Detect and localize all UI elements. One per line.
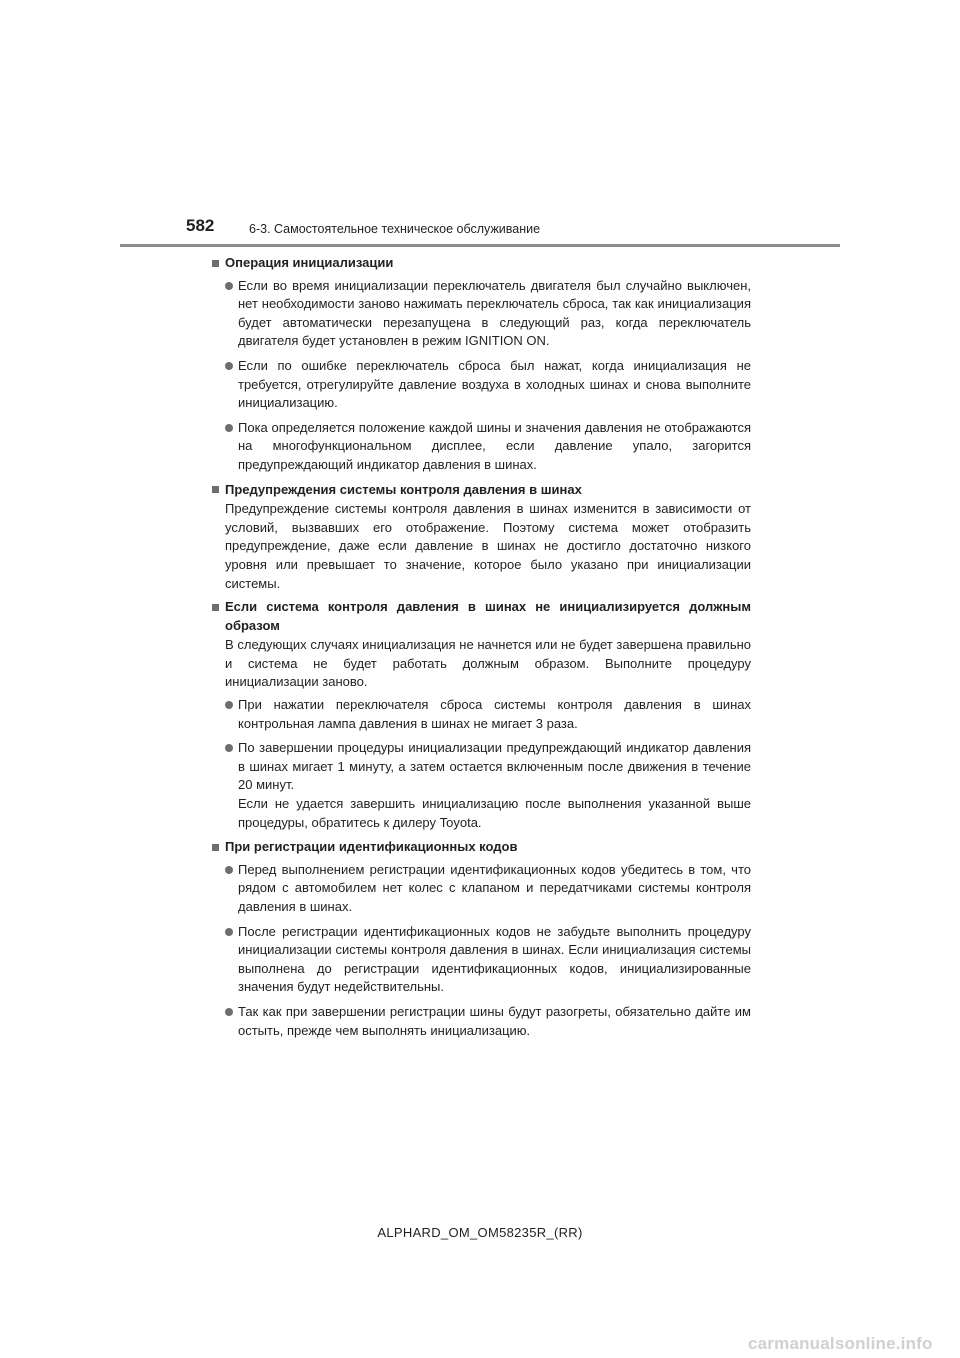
list-item	[225, 696, 751, 733]
list-item	[225, 923, 751, 997]
document-code: ALPHARD_OM_OM58235R_(RR)	[377, 1225, 583, 1240]
content-section	[211, 598, 751, 832]
section-heading-text: Операция инициализации	[225, 255, 394, 270]
circle-bullet-icon	[225, 866, 233, 874]
page-header	[0, 0, 960, 250]
section-paragraph: В следующих случаях инициализация не начнется или не будет завершена правильно и система не будет работать должным образом. Выполните процедуру инициализации заново.	[225, 637, 751, 690]
section-heading	[211, 481, 751, 500]
list-item-text	[238, 696, 751, 733]
section-heading-text: Предупреждения системы контроля давления в шинах	[225, 481, 582, 497]
section-heading	[211, 598, 751, 635]
content-section	[211, 254, 751, 475]
list-item-paragraph: При нажатии переключателя сброса системы контроля давления в шинах контрольная лампа давления в шинах не мигает 3 раза.	[238, 697, 751, 731]
list-item	[225, 357, 751, 413]
section-heading-text: При регистрации идентификационных кодов	[225, 839, 518, 855]
list-item	[225, 419, 751, 475]
list-item-text	[238, 357, 751, 413]
circle-bullet-icon	[225, 1008, 233, 1016]
circle-bullet-icon	[225, 362, 233, 370]
list-item-paragraph: Пока определяется положение каждой шины и значения давления не отображаются на многофункциональном дисплее, если давление упало, загорится предупреждающий индикатор давления в шинах.	[238, 419, 751, 472]
list-item-text	[238, 419, 751, 475]
list-item-paragraph: По завершении процедуры инициализации предупреждающий индикатор давления в шинах мигает 1 минуту, а затем остается включенным после движения в течение 20 минут.	[238, 740, 751, 793]
list-item-paragraph: Так как при завершении регистрации шины будут разогреты, обязательно дайте им остыть, прежде чем выполнять инициализацию.	[238, 1003, 751, 1038]
square-bullet-icon	[212, 604, 219, 611]
list-item-text	[238, 861, 751, 917]
square-bullet-icon	[212, 486, 219, 493]
list-item	[225, 861, 751, 917]
list-item	[225, 739, 751, 832]
section-paragraph: Предупреждение системы контроля давления в шинах изменится в зависимости от условий, вызвавших его отображение. Поэтому система может отобразить предупреждение, даже если давление в шинах не достигло достаточно низкого уровня или превышает то значение, которое было указано при инициализации системы.	[225, 501, 751, 591]
content-section	[211, 481, 751, 594]
list-item-paragraph: Если во время инициализации переключатель двигателя был случайно выключен, нет необходимости заново нажимать переключатель сброса, так как инициализация будет автоматически перезапущена в следующий раз, когда переключатель двигателя будет установлен в режим IGNITION ON.	[238, 277, 751, 349]
page-number: 582	[186, 216, 215, 235]
list-item-text	[238, 277, 751, 351]
circle-bullet-icon	[225, 424, 233, 432]
list-item-text	[238, 1003, 751, 1040]
square-bullet-icon	[212, 844, 219, 851]
list-item-text	[238, 739, 751, 832]
section-title: 6-3. Самостоятельное техническое обслуживание	[249, 222, 541, 236]
watermark-text: carmanualsonline.info	[748, 1334, 933, 1353]
content-section	[211, 838, 751, 1040]
section-heading	[211, 838, 751, 857]
circle-bullet-icon	[225, 928, 233, 936]
list-item-paragraph: Перед выполнением регистрации идентификационных кодов убедитесь в том, что рядом с автомобилем нет колес с клапаном и передатчиками системы контроля давления в шинах.	[238, 861, 751, 914]
circle-bullet-icon	[225, 701, 233, 709]
main-content	[211, 254, 751, 1046]
list-item-paragraph: После регистрации идентификационных кодов не забудьте выполнить процедуру инициализации системы контроля давления в шинах. Если инициализация системы выполнена до регистрации идентификационных кодов, инициализированные значения будут недействительны.	[238, 923, 751, 995]
list-item-paragraph: Если по ошибке переключатель сброса был нажат, когда инициализация не требуется, отрегулируйте давление воздуха в холодных шинах и снова выполните инициализацию.	[238, 357, 751, 411]
square-bullet-icon	[212, 260, 219, 267]
list-item	[225, 1003, 751, 1040]
section-heading	[211, 254, 751, 273]
circle-bullet-icon	[225, 744, 233, 752]
list-item-paragraph: Если не удается завершить инициализацию после выполнения указанной выше процедуры, обратитесь к дилеру Toyota.	[238, 796, 751, 830]
section-heading-text: Если система контроля давления в шинах не инициализируется должным образом	[225, 599, 751, 633]
header-divider	[120, 244, 840, 247]
list-item	[225, 277, 751, 351]
list-item-text	[238, 923, 751, 997]
circle-bullet-icon	[225, 282, 233, 290]
